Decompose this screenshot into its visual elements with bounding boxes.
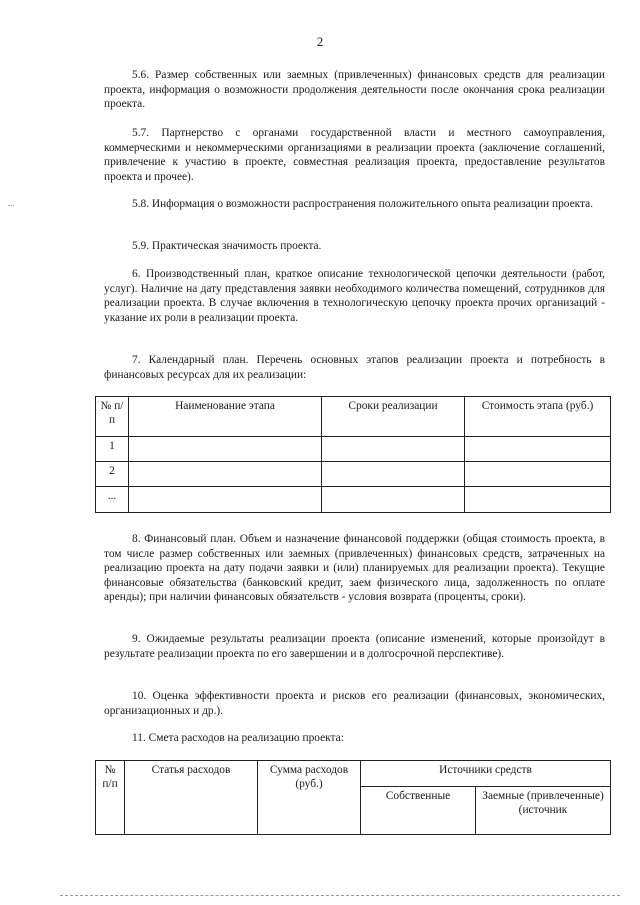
paragraph-8: 8. Финансовый план. Объем и назначение финансовой поддержки (общая стоимость проекта, в том числе размер собственных или заемных (привлеченных) финансовых средств, затраченных на реализацию проекта на дату подачи заявки и (или) планируемых для реализации проекта). Текущие финансовые обязательства (банковский кредит, заем физического лица, задолженность по оплате аренды); при наличии финансовых обязательств - условия возврата (проценты, сроки).	[104, 533, 605, 604]
paragraph-11: 11. Смета расходов на реализацию проекта:	[132, 732, 344, 744]
table-cell	[322, 487, 465, 513]
paragraph-10: 10. Оценка эффективности проекта и рисков его реализации (финансовых, экономических, организационных и др.).	[104, 690, 605, 717]
row-number: 1	[96, 437, 129, 462]
calendar-plan-table	[95, 396, 611, 513]
header-cell-cost: Стоимость этапа (руб.)	[465, 397, 611, 437]
header-cell-num: № п/п	[96, 761, 125, 835]
table-cell	[465, 487, 611, 513]
row-number: ...	[96, 487, 129, 513]
paragraph-5-8: 5.8. Информация о возможности распространения положительного опыта реализации проекта.	[132, 198, 594, 210]
table-cell	[129, 487, 322, 513]
table-cell	[465, 437, 611, 462]
table-cell	[322, 462, 465, 487]
table-cell	[129, 437, 322, 462]
header-cell-item: Статья расходов	[125, 761, 258, 835]
page-bottom-edge	[60, 895, 620, 896]
header-cell-terms: Сроки реализации	[322, 397, 465, 437]
table-header-row	[96, 761, 611, 787]
paragraph-5-6: 5.6. Размер собственных или заемных (привлеченных) финансовых средств для реализации проекта, информация о возможности продолжения деятельности после окончания срока реализации проекта.	[104, 69, 605, 111]
paragraph-9: 9. Ожидаемые результаты реализации проекта (описание изменений, которые произойдут в результате реализации проекта по его завершении и в долгосрочной перспективе).	[104, 633, 605, 660]
page-number: 2	[316, 34, 324, 49]
table-cell	[465, 462, 611, 487]
header-cell-sources: Источники средств	[361, 761, 611, 787]
table-cell	[322, 437, 465, 462]
header-cell-stage: Наименование этапа	[129, 397, 322, 437]
table-row	[96, 487, 611, 513]
paragraph-6: 6. Производственный план, краткое описание технологической цепочки деятельности (работ, услуг). Наличие на дату представления заявки необходимого количества помещений, сотрудников для реализации проекта. В случае включения в технологическую цепочку проекта прочих организаций - указание их роли в реализации проекта.	[104, 268, 605, 324]
header-cell-num: № п/п	[96, 397, 129, 437]
row-number: 2	[96, 462, 129, 487]
paragraph-7: 7. Календарный план. Перечень основных этапов реализации проекта и потребность в финансовых ресурсах для их реализации:	[104, 354, 605, 381]
table-row	[96, 437, 611, 462]
paragraph-5-9: 5.9. Практическая значимость проекта.	[132, 240, 322, 252]
budget-table	[95, 760, 611, 835]
table-row	[96, 462, 611, 487]
table-header-row	[96, 397, 611, 437]
table-cell	[129, 462, 322, 487]
header-cell-borrowed: Заемные (привлеченные) (источник	[476, 787, 611, 835]
header-cell-sum: Сумма расходов (руб.)	[258, 761, 361, 835]
margin-mark	[8, 205, 14, 206]
header-cell-own: Собственные	[361, 787, 476, 835]
paragraph-5-7: 5.7. Партнерство с органами государственной власти и местного самоуправления, коммерческими и некоммерческими организациями в реализации проекта (заключение соглашений, привлечение к участию в проекте, совместная реализация проекта, предоставление результатов проекта и прочее).	[104, 127, 605, 183]
